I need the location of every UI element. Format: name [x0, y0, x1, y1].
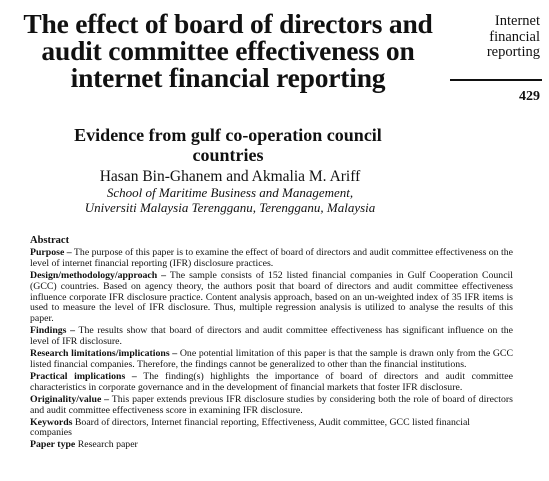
- abstract-design: [30, 271, 513, 326]
- section-label: Findings –: [30, 325, 76, 337]
- paper-title: The effect of board of directors and audit committee effectiveness on internet financial reporting: [23, 8, 433, 93]
- section-text: Board of directors, Internet financial reporting, Effectiveness, Audit committee, GCC listed financial companies: [30, 416, 471, 439]
- abstract-keywords: [30, 418, 513, 440]
- section-text: One potential limitation of this paper is that the sample is drawn only from the GCC listed financial companies. Therefore, the findings cannot be generalized to other than the financial institutions.: [30, 348, 513, 370]
- abstract-purpose: [30, 248, 513, 270]
- author-list: Hasan Bin-Ghanem and Akmalia M. Ariff: [99, 168, 361, 185]
- paper-subtitle: Evidence from gulf co-operation council countries: [74, 125, 382, 165]
- section-text: Research paper: [75, 439, 138, 451]
- running-head: [446, 14, 540, 61]
- abstract-heading: Abstract: [30, 235, 70, 246]
- abstract-practical-implications: [30, 372, 513, 394]
- running-head-rule: [450, 79, 542, 81]
- section-label: Keywords: [30, 416, 73, 428]
- author-affiliation: [40, 185, 420, 215]
- running-head-line-1: Internet: [494, 13, 540, 29]
- section-text: The finding(s) highlights the importance of board of directors and audit committee characteristics in corporate governance and in the development of financial markets that foster IFR disclosure.: [30, 370, 513, 393]
- affiliation-line-2: Universiti Malaysia Terengganu, Terengganu, Malaysia: [84, 200, 376, 215]
- section-label: Paper type: [30, 439, 76, 451]
- section-label: Originality/value –: [30, 393, 110, 405]
- section-label: Purpose –: [30, 246, 72, 258]
- section-label: Practical implications –: [30, 370, 137, 382]
- section-label: Research limitations/implications –: [30, 348, 178, 360]
- abstract-findings: [30, 326, 513, 348]
- running-head-line-3: reporting: [486, 44, 540, 60]
- section-text: The results show that board of directors and audit committee effectiveness has significant influence on the level of IFR disclosure.: [30, 325, 513, 348]
- abstract: [30, 236, 513, 452]
- section-label: Design/methodology/approach –: [30, 269, 167, 281]
- running-head-line-2: financial: [489, 28, 540, 45]
- abstract-limitations: [30, 349, 513, 371]
- section-text: This paper extends previous IFR disclosure studies by considering both the role of board of directors and audit committee effectiveness score in examining IFR disclosure.: [30, 393, 513, 416]
- affiliation-line-1: School of Maritime Business and Management,: [106, 185, 354, 200]
- abstract-paper-type: [30, 440, 513, 451]
- section-text: The sample consists of 152 listed financial companies in Gulf Cooperation Council (GCC) countries. Based on agency theory, the authors posit that board of directors and audit committee effectiveness influence corporate IFR disclosure practice. Content analysis approach, based on an un-weighted index of 35 IFR items is used to measure the level of IFR disclosure. Thus, multiple regression analysis is utilized to analyse the results of this paper.: [30, 269, 513, 325]
- section-text: The purpose of this paper is to examine the effect of board of directors and audit committee effectiveness on the level of internet financial reporting (IFR) disclosure practices.: [30, 246, 514, 269]
- page-number: 429: [519, 89, 540, 104]
- abstract-originality: [30, 395, 513, 417]
